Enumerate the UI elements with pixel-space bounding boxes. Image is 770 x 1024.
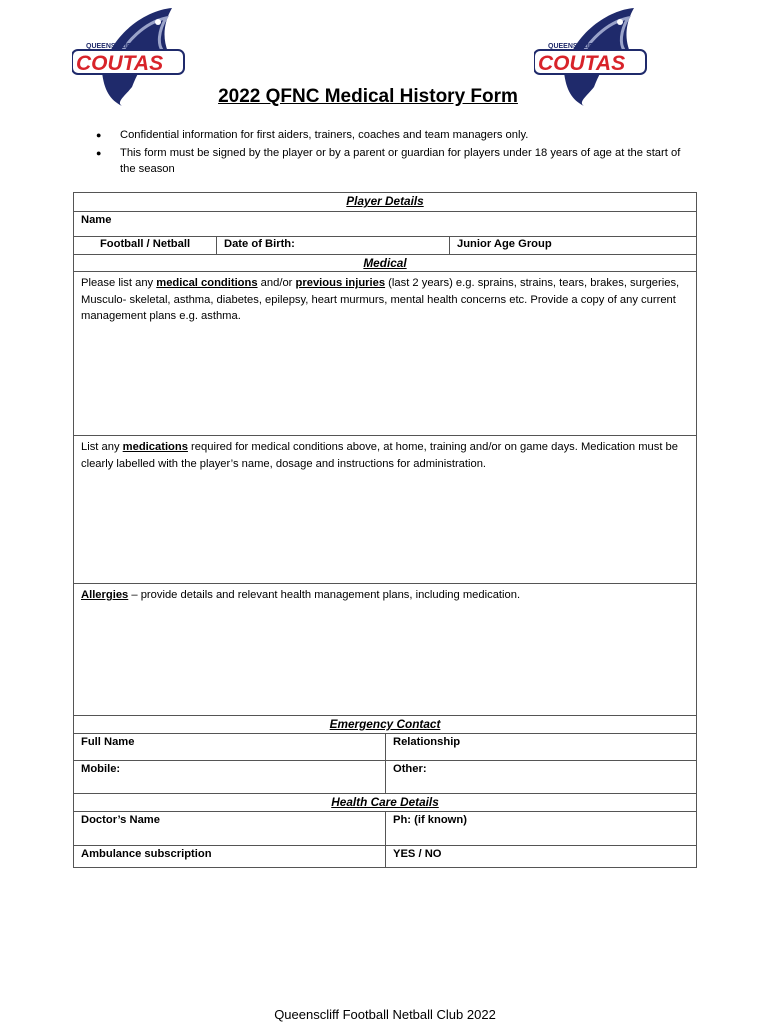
- medical-form-table: [73, 192, 697, 868]
- junior-age-group-field[interactable]: Junior Age Group: [449, 237, 696, 254]
- medical-conditions-mid: and/or: [257, 277, 296, 289]
- ambulance-yes-no-field[interactable]: YES / NO: [385, 846, 696, 867]
- name-row[interactable]: [74, 211, 696, 236]
- ambulance-subscription-label: Ambulance subscription: [81, 848, 212, 860]
- player-details-heading: Player Details: [346, 194, 424, 208]
- doctor-phone-field[interactable]: Ph: (if known): [385, 812, 696, 845]
- svg-text:QUEENSCLIFF: QUEENSCLIFF: [548, 43, 598, 50]
- medical-conditions-prefix: Please list any: [81, 277, 157, 289]
- intro-bullet: ● This form must be signed by the player or by a parent or guardian for players under 18 years of age at the start of the season: [96, 145, 696, 178]
- medical-conditions-emphasis: medical conditions: [156, 277, 258, 289]
- intro-bullet-list: [96, 127, 696, 179]
- emergency-row-1: [74, 733, 696, 760]
- medical-conditions-field[interactable]: [74, 271, 696, 435]
- emergency-row-2: [74, 760, 696, 793]
- doctors-name-field[interactable]: Doctor’s Name: [81, 814, 160, 826]
- medications-emphasis: medications: [122, 441, 188, 453]
- mobile-field[interactable]: Mobile:: [81, 763, 121, 775]
- health-care-row-2: [74, 845, 696, 867]
- page-footer: Queenscliff Football Netball Club 2022: [274, 1007, 496, 1022]
- allergies-text: – provide details and relevant health management plans, including medication.: [128, 589, 521, 601]
- form-title: 2022 QFNC Medical History Form: [218, 86, 518, 107]
- other-phone-field[interactable]: Other:: [385, 761, 696, 793]
- medical-heading: Medical: [74, 254, 696, 271]
- football-netball-field[interactable]: Football / Netball: [99, 238, 191, 250]
- medications-text: required for medical conditions above, at home, training and/or on game days. Medication must be clearly labelled with the player’s name, dosage and instructions for administration.: [81, 441, 678, 470]
- allergies-emphasis: Allergies: [81, 589, 129, 601]
- svg-text:COUTAS: COUTAS: [538, 52, 626, 75]
- relationship-field[interactable]: Relationship: [385, 734, 696, 760]
- emergency-contact-heading: Emergency Contact: [74, 715, 696, 733]
- date-of-birth-field[interactable]: Date of Birth:: [216, 237, 449, 254]
- previous-injuries-emphasis: previous injuries: [295, 277, 386, 289]
- medications-prefix: List any: [81, 441, 123, 453]
- name-label: Name: [81, 214, 112, 226]
- player-info-row: [74, 236, 696, 254]
- health-care-heading: Health Care Details: [74, 793, 696, 811]
- svg-text:QUEENSCLIFF: QUEENSCLIFF: [86, 43, 136, 50]
- full-name-field[interactable]: Full Name: [81, 736, 135, 748]
- allergies-field[interactable]: [74, 583, 696, 715]
- svg-text:COUTAS: COUTAS: [76, 52, 164, 75]
- intro-bullet: ● Confidential information for first aiders, trainers, coaches and team managers only.: [96, 127, 696, 144]
- medical-conditions-text: (last 2 years) e.g. sprains, strains, tears, brakes, surgeries, Musculo- skeletal, asthma, diabetes, epilepsy, heart murmurs, mental health concerns etc. Provide a copy of any current management plans e.g. asthma.: [81, 277, 680, 322]
- health-care-row-1: [74, 811, 696, 845]
- medications-field[interactable]: [74, 435, 696, 583]
